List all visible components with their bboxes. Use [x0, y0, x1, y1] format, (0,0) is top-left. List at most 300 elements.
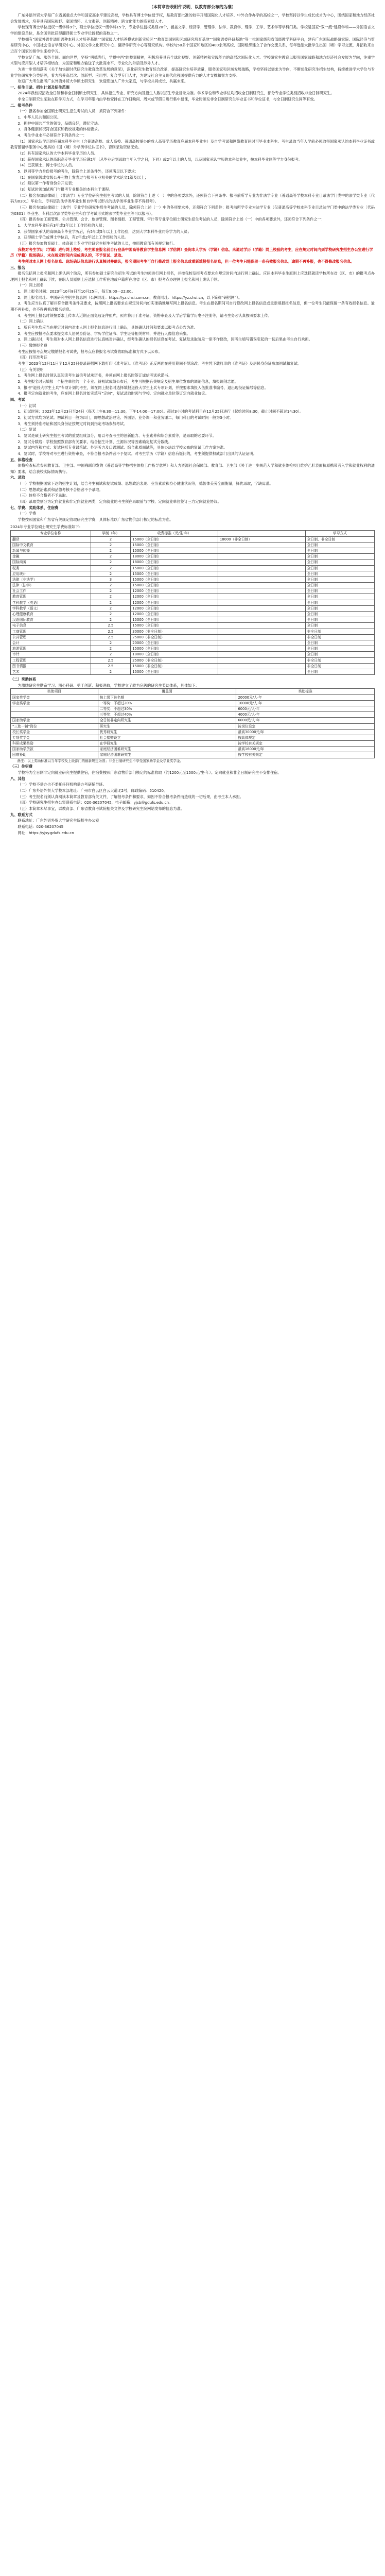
fee-table-cell: 全日制 [305, 652, 374, 657]
scholarship-cell: 三等奖：不超过40% [98, 712, 236, 718]
fee-table-cell: 全日制 [305, 565, 374, 571]
fee-table-cell [218, 617, 305, 623]
fee-table-cell [218, 583, 305, 588]
section-heading: 一、招生目录、招生计划及招生范围 [10, 84, 70, 90]
fee-table-cell: 全日制 [305, 588, 374, 594]
scholarship-cell: 家庭经济困难研究生 [98, 747, 236, 752]
fee-table-cell: 工商管理 [11, 629, 91, 634]
section-heading: 三、报名 [10, 265, 25, 270]
fee-table-header [11, 531, 375, 536]
scholarship-cell: 一等奖：不超过20% [98, 700, 236, 706]
fee-table-cell: 15000（全日制） [131, 548, 218, 553]
scholarship-table-header [11, 689, 375, 694]
section-paragraph: （二）思想政治素质和品德考核不合格者不予录取。 [18, 487, 103, 492]
fee-table-cell: 2 [91, 646, 131, 652]
section-paragraph: 3．复试内容和方式：复试包括专业课笔试、外语听力及口语测试、综合素质面试等，具体办法以学校公布的复试工作方案为准。 [18, 445, 227, 450]
document-page [10, 0, 375, 846]
fee-table-row [11, 629, 375, 634]
fee-table-cell: 全日制 [305, 571, 374, 577]
fee-table-cell [218, 669, 305, 674]
fee-table-cell [218, 560, 305, 565]
tail-paragraph: 联系地址：广东外语外贸大学研究生院招生办公室 [18, 818, 99, 823]
scholarship-table-body [11, 694, 375, 758]
fee-table-cell: 12000（全日制） [131, 594, 218, 600]
intro-paragraph: 学校拥有“国家外语非通用语种本科人才培养基地”“国家级人才培养模式创新实验区”“教育部国别和区域研究培育基地”“国家语委科研基地”等一批国家级和省部级教学科研平台，建有广东国际战略研究院、国际经济与贸易研究中心、中国社会语言学研究中心、外国文学文化研究中心、翻译学研究中心等研究机构。学校与50多个国家和地区的400余所高校、国际组织建立了合作交流关系，每年选派大批学生出国（境）学习交流，并招收来自近百个国家的留学生来校学习。 [10, 37, 375, 54]
fee-table-cell: 12000（全日制） [131, 605, 218, 611]
tail-heading: （三）住宿费 [10, 764, 33, 769]
section-paragraph: 3．考生须持准考证和居民身份证按规定时间到指定考场参加考试。 [18, 421, 128, 426]
section-paragraph: 3．报考“退役大学生士兵”专项计划的考生，须在网上报名时选择填报退役大学生士兵专项计划，并按要求填报入伍批准书编号、退出现役证编号等信息。 [18, 385, 268, 390]
scholarship-row [11, 741, 375, 747]
fee-table-cell: 心理健康教育 [11, 612, 91, 617]
section-paragraph: （三）缴纳报名费 [18, 343, 47, 348]
section-paragraph: 2．网上报名网址：中国研究生招生信息网（公网网址：https://yz.chsi.com.cn，教育网址：https://yz.chsi.cn，以下简称“研招网”）。 [18, 295, 242, 300]
fee-table-caption: 2024年专业学位硕士研究生学费标准如下： [10, 524, 83, 529]
section-paragraph: 2．考生应按报考点要求提交本人居民身份证、学历学位证书、学生证等相关材料，并进行人像信息采集。 [18, 331, 190, 336]
scholarship-row [11, 729, 375, 735]
section-paragraph: （五）有关说明 [18, 367, 44, 372]
fee-table-header-cell: 学制（年） [91, 531, 131, 536]
scholarship-cell: 6000元/人·年 [236, 718, 375, 723]
fee-table-cell: 学科教学（语文） [11, 605, 91, 611]
fee-table-cell: 2 [91, 612, 131, 617]
fee-table-cell: 艺术 [11, 669, 91, 674]
section-paragraph: 2．获得国家承认的高职高专毕业学历后，有5年或5年以上工作经验，达到大学本科毕业同等学力的人员； [18, 229, 191, 234]
scholarship-cell [11, 712, 98, 718]
section-heading: 四、考试 [10, 397, 25, 402]
scholarship-cell: 全日制非定向研究生 [98, 718, 236, 723]
fee-table-cell: 2.5 [91, 629, 131, 634]
fee-table-cell: 15000（全日制） [131, 583, 218, 588]
section-paragraph: 报名包括网上报名和网上确认两个阶段，所有参加硕士研究生招生考试的考生均须进行网上报名，并按我校及报考点要求在规定时间内进行网上确认。应届本科毕业生原则上应选择就读学校所在省（区、市）的报考点办理网上报名和网上确认手续；在职人员原则上应选择工作所在地或户籍所在地省（区、市）报考点办理网上报名和网上确认手续。 [10, 271, 375, 282]
fee-table-cell: 30000（非全日制） [131, 629, 218, 634]
scholarship-cell: “三助一辅”岗位 [11, 723, 98, 729]
section [10, 457, 375, 475]
scholarship-row [11, 712, 375, 718]
fee-table-cell: 会计 [11, 640, 91, 646]
fee-table-cell: 3 [91, 577, 131, 582]
fee-table-cell [218, 663, 305, 669]
fee-table-cell [218, 565, 305, 571]
fee-table-cell: 法律（法学） [11, 583, 91, 588]
fee-table-cell [218, 600, 305, 605]
scholarship-table [10, 688, 375, 758]
section-paragraph: 2．拥护中国共产党的领导，品德良好，遵纪守法。 [18, 121, 102, 126]
fee-table-cell [218, 612, 305, 617]
fee-table-cell: 2.5 [91, 623, 131, 629]
section-paragraph: （一）网上报名 [18, 283, 44, 288]
fee-table-cell [218, 623, 305, 629]
intro-paragraph: 学校立足广东、服务全国、面向世界，坚持“明德尚行，学贯中西”的校训精神，积极培养具有全球化视野、创新精神和实践能力的高层次国际化人才。学校研究生教育以服务国家战略和地方经济社会发展为导向，注重学术型与应用型人才培养相结合，为国家和地方输送了大批高水平、专业化的外语及涉外人才。 [10, 55, 375, 66]
tail-section [10, 764, 375, 775]
scholarship-header-cell: 奖助标准 [236, 689, 375, 694]
tail-section [10, 776, 375, 812]
intro-section [10, 12, 375, 84]
fee-table-cell: 2.5 [91, 657, 131, 663]
fee-table-row [11, 583, 375, 588]
section-heading: 六、录取 [10, 475, 25, 480]
fee-table-row [11, 634, 375, 640]
fee-table-row [11, 657, 375, 663]
fee-table-header-cell: 学习方式 [305, 531, 374, 536]
fee-table-cell: 学科教学（英语） [11, 600, 91, 605]
section-heading: 七、学费、奖助体系、住宿费 [10, 505, 59, 510]
fee-table-cell [218, 652, 305, 657]
scholarship-row [11, 747, 375, 752]
intro-paragraph: 欢迎广大考生报考广东外语外贸大学硕士研究生，欢迎您加入广外大家庭，与学校共同成长、共赢未来。 [18, 79, 188, 84]
tail-heading: 九、联系方式 [10, 812, 33, 817]
fee-table-cell: 全日制 [305, 623, 374, 629]
fee-table-cell: 2 [91, 548, 131, 553]
scholarship-row [11, 723, 375, 729]
section [10, 103, 375, 265]
section-paragraph: 1．中华人民共和国公民。 [18, 115, 61, 120]
fee-table-cell: 全日制 [305, 554, 374, 560]
fee-table-cell: 15000（全日制） [131, 623, 218, 629]
fee-table-cell: 15000（全日制） [131, 571, 218, 577]
fee-table-cell: 2 [91, 588, 131, 594]
fee-table-cell [218, 554, 305, 560]
scholarship-cell: 最高30000元/年 [236, 729, 375, 735]
section-paragraph: 非全日制研究生采取在职学习方式，在学习年限内由学校安排在工作日晚间、周末或节假日进行集中授课，毕业时颁发非全日制研究生毕业证书和学位证书，与全日制研究生同等有效。 [18, 97, 318, 102]
fee-table-cell: 汉语国际教育 [11, 617, 91, 623]
section-paragraph: 学校按照国家和广东省有关规定收取研究生学费，具体标准以广东省物价部门核定的标准为准。 [18, 517, 173, 522]
fee-table-cell: 12000（全日制） [131, 588, 218, 594]
fee-table-cell: 翻译 [11, 536, 91, 542]
fee-table-cell: 全日制 [305, 583, 374, 588]
fee-table-body [11, 536, 375, 675]
section [10, 265, 375, 397]
scholarship-cell: 20000元/人·年 [236, 694, 375, 700]
fee-table-cell [218, 605, 305, 611]
scholarship-cell: 按上级下达名额 [98, 694, 236, 700]
fee-table-row [11, 577, 375, 582]
fee-table-cell: 25000（非全日制） [131, 657, 218, 663]
fee-table-row [11, 623, 375, 629]
fee-table-cell: 15000（全日制） [131, 577, 218, 582]
fee-table-cell: 12000（全日制） [131, 612, 218, 617]
section-paragraph: （四）打印准考证 [18, 355, 47, 360]
section-paragraph: 1．考生网上报名时须认真阅读考生诚信考试承诺书，并须在网上报名时签订诚信考试承诺书。 [18, 373, 172, 378]
fee-table-cell: 非全日制 [305, 663, 374, 669]
fee-table-cell: 非全日制 [305, 634, 374, 640]
tail-heading: 八、其他 [10, 776, 25, 781]
fee-table-cell: 全日制 [305, 617, 374, 623]
section-paragraph: （五）报名参加教育硕士、体育硕士专业学位研究生招生考试的人员，按照教育部有关规定执行。 [18, 241, 177, 246]
section-paragraph: 5．以同等学力身份报考的考生，除符合上述条件外，还须满足以下要求： [18, 169, 138, 174]
fee-table-row [11, 669, 375, 674]
fee-table-cell: 2 [91, 617, 131, 623]
section-paragraph: （1）国家承认学历的应届本科毕业生（含普通高校、成人高校、普通高校举办的成人高等学历教育应届本科毕业生）及自学考试和网络教育届时可毕业本科生。考生录取当年入学前必须取得国家承认的本科毕业证书或教育部留学服务中心出具的《国（境）外学历学位认证书》，否则录取资格无效。 [10, 139, 375, 150]
scholarship-cell: 最高16000元/年 [236, 747, 375, 752]
fee-table-row [11, 617, 375, 623]
scholarship-note: 备注：以上奖助标准以当年学校及上级部门的最新规定为准；非全日制研究生不享受国家助学金及学业奖学金。 [17, 758, 184, 763]
fee-table-cell: 2 [91, 542, 131, 548]
section [10, 474, 375, 504]
intro-paragraph: 为进一步贯彻落实《关于加快新时代研究生教育改革发展的意见》，深化研究生教育综合改革，提高研究生培养质量，服务国家和区域发展战略，学校坚持以需求为导向，不断优化研究生招生结构，持续推进学术学位与专业学位研究生分类培养，着力培养高层次、创新型、应用型、复合型专门人才，为建设社会主义现代化强国提供有力的人才支撑和智力支持。 [10, 66, 375, 78]
section-paragraph: （三）体检不合格者不予录取。 [18, 493, 70, 498]
fee-table-cell: 审计 [11, 652, 91, 657]
fee-table-row [11, 554, 375, 560]
fee-table-cell: 图书情报 [11, 663, 91, 669]
section-paragraph: （3）复试时须加试两门与报考专业相关的本科主干课程。 [18, 187, 113, 192]
fee-table-cell: 新闻与传播 [11, 548, 91, 553]
section-paragraph: （二）复试 [18, 427, 37, 432]
scholarship-cell: 家庭经济困难研究生 [98, 752, 236, 758]
fee-table-cell: 全日制 [305, 669, 374, 674]
scholarship-row [11, 718, 375, 723]
fee-table-cell: 2 [91, 600, 131, 605]
fee-table-cell: 2 [91, 652, 131, 657]
section-paragraph: （一）报名参加全国硕士研究生招生考试的人员，须符合下列条件： [18, 109, 129, 114]
scholarship-cell: 按具体规定 [236, 735, 375, 740]
section [10, 397, 375, 457]
scholarship-row [11, 694, 375, 700]
fee-table-cell: 旅游管理 [11, 646, 91, 652]
fee-table-cell: 全日制 [305, 605, 374, 611]
scholarship-intro: 为激励研究生勤奋学习、潜心科研、勇于创新、积极进取，学校建立了较为完善的研究生奖助体系，具体如下： [18, 683, 199, 688]
fee-table-cell: 社会工作 [11, 588, 91, 594]
fee-table-row [11, 565, 375, 571]
section-paragraph: 体格检查标准参照教育部、卫生部、中国残联印发的《普通高等学校招生体检工作指导意见》和人力资源社会保障部、教育部、卫生部《关于进一步规范入学和就业体检项目维护乙肝表面抗原携带者入学和就业权利的通知》要求，结合我校实际情况执行。 [10, 463, 375, 474]
section-paragraph: 2．复试分数线：学校按照教育部有关要求，结合招生计划、生源状况等因素确定复试分数线。 [18, 439, 172, 444]
fee-table-cell: 教育管理 [11, 594, 91, 600]
fee-table-cell: 全日制 [305, 542, 374, 548]
section-paragraph: 3．身体健康状况符合国家和我校规定的体检要求。 [18, 127, 102, 132]
main-sections [10, 84, 375, 523]
fee-table-cell: 非全日制 [305, 657, 374, 663]
scholarship-cell: 按学校有关规定 [236, 741, 375, 747]
section-notice: 考生须对本人网上报名信息、现场确认信息进行认真核对并确认，报名期间考生可自行修改网上报名信息或重新填报报名信息，但一位考生只能保留一条有效报名信息。逾期不再补报，也不得修改报名信息。 [18, 259, 355, 264]
fee-table-cell: 全日制、非全日制 [305, 536, 374, 542]
fee-table-cell: 电子信息 [11, 623, 91, 629]
scholarship-row [11, 700, 375, 706]
intro-paragraph: 学校现有博士学位授权一级学科9个，硕士学位授权一级学科15个，专业学位授权类别20个，涵盖文学、经济学、管理学、法学、教育学、理学、工学、艺术学等学科门类。学校是国家“双一流”建设学科——外国语言文学的建设单位，是全国首批获得翻译硕士专业学位授权的高校之一。 [10, 25, 375, 36]
fee-table-cell [218, 594, 305, 600]
fee-table-cell: 15000（全日制） [131, 565, 218, 571]
fee-table-cell: 2.5 [91, 634, 131, 640]
tail-paragraph: （二）广东外语外贸大学校本部地址：广州市白云区白云大道北2号，邮政编码：510420。 [18, 788, 168, 793]
section-paragraph: 1．大学本科毕业后有3年或3年以上工作经验的人员； [18, 223, 107, 228]
fee-table-row [11, 663, 375, 669]
fee-table-cell: 18000（全日制） [131, 554, 218, 560]
fee-table-cell: 全日制 [305, 577, 374, 582]
scholarship-cell: 国家奖学金 [11, 694, 98, 700]
scholarship-heading: （二）奖助体系 [10, 677, 37, 682]
fee-table-cell: 25000（非全日制） [131, 634, 218, 640]
fee-table-row [11, 646, 375, 652]
section-paragraph: 3．考生应当认真了解并符合报考条件及要求，按照网上报名要求在规定时间内如实准确地填写网上报名信息。考生在报名期间可自行修改网上报名信息或重新填报报名信息，但一位考生只能保留一条有效报名信息。逾期不再补报，也不得再修改报名信息。 [10, 301, 375, 312]
scholarship-cell: 科研成果奖励 [11, 741, 98, 747]
fee-table-cell: 15000（全日制） [131, 617, 218, 623]
fee-table-cell: 2 [91, 554, 131, 560]
fee-table-cell: 2.5 [91, 663, 131, 669]
scholarship-cell: 研究生 [98, 723, 236, 729]
section-paragraph: （三）报名参加法律硕士（法学）专业学位研究生招生考试的人员，除须符合上述（一）中的各项要求外，还须符合下列条件：报考前所学专业为法学专业（仅普通高等学校本科专业目录法学门类中的法学类专业〔代码为0301〕毕业生、专科层次法学类毕业生和自学考试形式的法学类毕业生等可以报考）。 [10, 205, 375, 216]
fee-table-cell: 全日制 [305, 640, 374, 646]
scholarship-cell: 优秀研究生 [98, 729, 236, 735]
section-paragraph: 1．初试时间：2023年12月23日至24日（每天上午8:30—11:30，下午14:00—17:00）。超过3小时的考试科目在12月25日进行（起始时间8:30，截止时间不超过14:30）。 [18, 409, 304, 414]
fee-table-cell [218, 629, 305, 634]
section-paragraph: 2．考生报名时只填报一个招生单位的一个专业。待初试成绩公布后，考生可根据有关规定及招生单位发布的调剂信息，填报调剂志愿。 [18, 379, 239, 384]
fee-table-row [11, 536, 375, 542]
fee-table-cell: 2 [91, 560, 131, 565]
fee-table-cell: 全日制 [305, 548, 374, 553]
fee-table-cell: 2 [91, 640, 131, 646]
fee-table-cell: 15000（全日制） [131, 536, 218, 542]
section-paragraph: （1）在国家级或省级公开刊物上发表过与报考专业相关的学术论文1篇及以上； [18, 175, 148, 180]
scholarship-header-cell: 奖助项目 [11, 689, 98, 694]
fee-table-cell: 15000（全日制） [131, 542, 218, 548]
fee-table-cell [218, 640, 305, 646]
fee-table-cell [218, 571, 305, 577]
section-paragraph: （二）网上确认 [18, 319, 44, 324]
section-heading: 五、体格检查 [10, 457, 33, 462]
fee-table-cell: 2 [91, 583, 131, 588]
fee-table-cell: 非全日制 [305, 629, 374, 634]
scholarship-cell: 学业奖学金 [11, 700, 98, 706]
scholarship-cell: 校长奖学金 [11, 729, 98, 735]
section-heading: 二、报考条件 [10, 103, 33, 108]
fee-table-cell: 全日制 [305, 600, 374, 605]
fee-table-cell: 国际中文教育 [11, 542, 91, 548]
fee-table-cell: 2 [91, 565, 131, 571]
section-paragraph: （2）须以第一作者身份公开发表； [18, 181, 76, 186]
fee-table-cell: 2 [91, 594, 131, 600]
fee-table-cell: 国际商务 [11, 560, 91, 565]
scholarship-row [11, 752, 375, 758]
tail-paragraph: 联系电话：020-36207045 [18, 824, 64, 829]
fee-table-cell: 2 [91, 605, 131, 611]
section-paragraph: 3．网上确认时，考生须对本人网上报名信息进行认真核对并确认，经考生确认的报名信息在考试、复试及录取阶段一律不作修改，因考生填写错误引起的一切后果由考生自行承担。 [18, 337, 312, 342]
fee-table-cell [218, 634, 305, 640]
section-notice: 我校对考生学历（学籍）进行网上校验，考生须在报名前自行登录中国高等教育学生信息网（学信网）查询本人学历（学籍）信息。未通过学历（学籍）网上校验的考生，应在规定时间内到学校研究生招生办公室进行学历（学籍）现场确认，未在规定时间内完成确认的，不予复试、录取。 [10, 247, 373, 258]
section-paragraph: 2024年我校拟招收全日制和非全日制硕士研究生，具体招生专业、研究方向及招生人数以招生专业目录为准。学术学位和专业学位均招收全日制研究生，部分专业学位类别招收非全日制研究生。 [18, 91, 335, 96]
section-paragraph: 4．考生网上报名时须按要求上传本人近期正面免冠证件照片，照片将用于准考证、资格审查及入学后学籍学历电子注册等，请考生务必认真按照要求上传。 [18, 313, 272, 318]
fee-table-header-cell: 收费标准（元/生·年） [131, 531, 218, 536]
fee-table-cell: 2 [91, 536, 131, 542]
fee-table-row [11, 588, 375, 594]
fee-table-cell: 全日制 [305, 612, 374, 617]
section-paragraph: 考生应按报考点规定缴纳报名考试费，报考点应将报名考试费收取标准和方式予以公布。 [18, 349, 162, 354]
fee-table [10, 530, 375, 675]
scholarship-cell [11, 706, 98, 711]
scholarship-cell: 国家助学贷款 [11, 747, 98, 752]
section-paragraph: （四）录取类别分为定向就业和非定向就业两类，定向就业的考生须在录取前与学校、定向就业单位签订三方定向就业协议。 [18, 499, 221, 504]
section-paragraph: 4．复试时，学校将对考生进行资格审查，不符合报考条件者不予复试。对考生学历（学籍）信息有疑问的，考生须提供权威部门出具的认证证明。 [18, 451, 257, 456]
scholarship-cell: 专项奖学金 [11, 735, 98, 740]
fee-table-cell: 20000（全日制） [131, 640, 218, 646]
fee-table-row [11, 640, 375, 646]
section-paragraph: （一）学费 [18, 511, 37, 516]
fee-table-cell: 2 [91, 669, 131, 674]
fee-table-cell [218, 646, 305, 652]
tail-paragraph: （三）考生报名前须认真阅读本简章及教育部有关文件，了解报考条件和要求，如因不符合报考条件而造成的一切后果，由考生本人承担。 [18, 794, 243, 799]
scholarship-cell: 社会捐赠设立 [98, 735, 236, 740]
section [10, 84, 375, 103]
section [10, 505, 375, 523]
fee-table-cell: 全日制 [305, 560, 374, 565]
section-paragraph: （二）报名参加法律硕士（非法学）专业学位研究生招生考试的人员，除须符合上述（一）中的各项要求外，还须符合下列条件：报考前所学专业为非法学专业（普通高等学校本科专业目录法学门类中的法学类专业〔代码为0301〕毕业生、专科层次法学类毕业生和自学考试形式的法学类毕业生等不得报考）。 [10, 193, 375, 204]
section-paragraph: 4．报考定向就业的考生，应在网上报名时如实填写“定向”，复试录取时须与学校、定向就业单位签订定向就业协议。 [18, 391, 209, 396]
fee-table-cell: 公共管理 [11, 634, 91, 640]
scholarship-cell: 4000元/人·年 [236, 712, 375, 718]
tail-section [10, 812, 375, 836]
fee-table-row [11, 560, 375, 565]
fee-table-cell: 税务 [11, 565, 91, 571]
fee-table-cell: 法律（非法学） [11, 577, 91, 582]
fee-table-row [11, 542, 375, 548]
section-paragraph: （2）具有国家承认的大学本科毕业学历的人员。 [18, 151, 98, 156]
fee-table-cell: 2 [91, 571, 131, 577]
scholarship-header-cell: 覆盖面 [98, 689, 236, 694]
tail-paragraph: 网址：https://yjsy.gdufs.edu.cn [18, 830, 74, 835]
section-paragraph: 1．所有考生均应当在规定时间内对本人网上报名信息进行网上确认，具体确认时间和要求以报考点公告为准。 [18, 325, 198, 330]
scholarship-cell: 6000元/人·年 [236, 706, 375, 711]
fee-table-cell [218, 657, 305, 663]
scholarship-cell: 在学研究生 [98, 741, 236, 747]
scholarship-cell: 国家助学金 [11, 718, 98, 723]
fee-table-cell [218, 588, 305, 594]
section-paragraph: （一）初试 [18, 403, 37, 408]
fee-table-row [11, 594, 375, 600]
fee-table-cell: 18000（全日制） [131, 652, 218, 657]
fee-table-cell [218, 577, 305, 582]
fee-table-cell: 全日制 [305, 646, 374, 652]
fee-table-cell: 18000（全日制） [131, 560, 218, 565]
section-paragraph: 1．网上报名时间：2023年10月8日至10月25日，每天9:00—22:00。 [18, 289, 135, 294]
fee-table-row [11, 571, 375, 577]
tail-paragraph: （四）学校研究生招生办公室联系电话：020-36207045，电子邮箱：yjsb@gdufs.edu.cn。 [18, 800, 173, 805]
fee-table-row [11, 600, 375, 605]
fee-table-cell: 工程管理 [11, 657, 91, 663]
section-paragraph: （4）已获硕士、博士学位的人员。 [18, 163, 76, 168]
scholarship-cell: 困难补助 [11, 752, 98, 758]
section-paragraph: 2．初试方式均为笔试。初试科目一般为四门，即思想政治理论、外国语、业务课一和业务课二，每门科目的考试时间一般为3小时。 [18, 415, 234, 420]
fee-table-cell [218, 542, 305, 548]
tail-paragraph: （一）学校不举办也不委托任何机构举办考研辅导班。 [18, 782, 107, 787]
fee-table-cell: 15000（全日制） [131, 646, 218, 652]
section-paragraph: （一）学校根据国家下达的招生计划，结合考生初试和复试成绩、思想政治表现、业务素质和身心健康状况等，德智体美劳全面衡量，择优录取，宁缺毋滥。 [18, 481, 273, 486]
section-paragraph: （四）报名参加工商管理、公共管理、会计、旅游管理、图书情报、工程管理、审计等专业学位硕士研究生招生考试的人员，除须符合上述（一）中的各项要求外，还须符合下列条件之一： [18, 217, 325, 222]
fee-table-row [11, 652, 375, 657]
fee-table-cell: 15000（全日制） [131, 669, 218, 674]
intro-paragraph: 广东外语外贸大学是广东省属重点大学和国家高水平建设高校，学校具有博士学位授予权，是教育部批准的较早开展国际化人才培养、中外合作办学的高校之一，学校坚持以学生成长成才为中心，围绕国家和地方经济社会发展需求，培养具有国际视野、家国情怀、人文素养、创新精神、跨文化能力的高素质人才。 [10, 12, 375, 24]
fee-table-header-cell [218, 531, 305, 536]
fee-table-row [11, 612, 375, 617]
fee-table-row [11, 605, 375, 611]
fee-table-cell: 12000（全日制） [131, 600, 218, 605]
scholarship-row [11, 706, 375, 711]
section-paragraph: 1．复试是硕士研究生招生考试的重要组成部分，用以考查考生的创新能力、专业素养和综合素质等，是录取的必要环节。 [18, 433, 216, 438]
fee-table-cell: 15000（非全日制） [131, 663, 218, 669]
fee-table-cell: 全日制 [305, 594, 374, 600]
fee-table-cell: 应用统计 [11, 571, 91, 577]
fee-table-cell: 18000（非全日制） [218, 536, 305, 542]
fee-table-row [11, 548, 375, 553]
section-paragraph: 4．考生学业水平必须符合下列条件之一： [18, 133, 87, 138]
scholarship-cell: 10000元/人·年 [236, 700, 375, 706]
tail-sections [10, 764, 375, 836]
scholarship-cell: 二等奖：不超过30% [98, 706, 236, 711]
fee-table-header-cell: 专业学位名称 [11, 531, 91, 536]
fee-table-cell: 金融 [11, 554, 91, 560]
tail-paragraph: （五）本简章未尽事宜，以教育部、广东省教育考试院相关文件及学校研究生院网站发布的信息为准。 [18, 806, 184, 811]
section-paragraph: 考生于2023年12月11日至12月25日登录研招网下载打印《准考证》。《准考证》正反两面在使用期间不得涂改。考生凭下载打印的《准考证》及居民身份证参加初试和复试。 [18, 361, 302, 366]
scholarship-cell: 按岗位设定 [236, 723, 375, 729]
section-paragraph: （3）获得国家承认的高职高专毕业学历后满2年（从毕业后到录取当年入学之日，下同）或2年以上的人员，以及国家承认学历的本科结业生，按本科毕业同等学力身份报考。 [18, 157, 303, 162]
tail-paragraph: 学校将为全日制非定向就业研究生提供住宿，住宿费按照广东省物价部门核定的标准收取（约1200元至1500元/生·年）。定向就业和非全日制研究生不安排住宿。 [18, 770, 282, 775]
